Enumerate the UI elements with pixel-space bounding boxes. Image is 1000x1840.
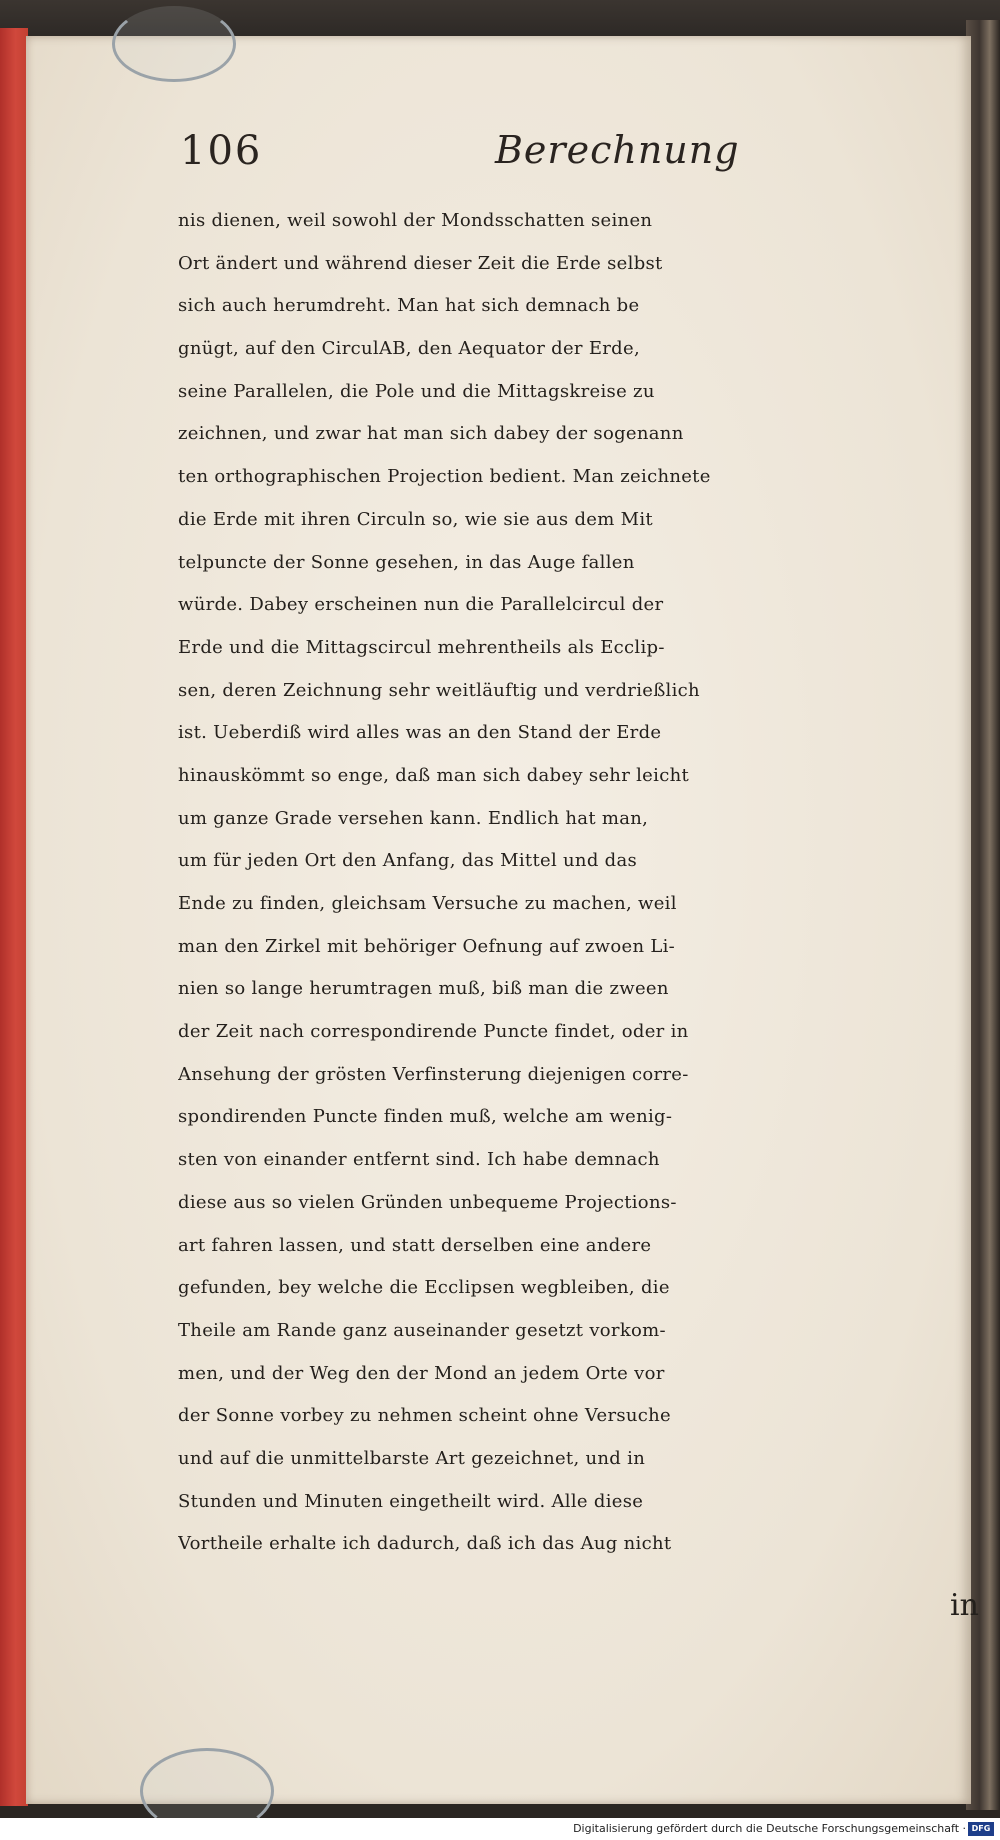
- text-line: seine Parallelen, die Pole und die Mittagskreise zu: [178, 380, 655, 402]
- text-line: Stunden und Minuten eingetheilt wird. Alle diese: [178, 1490, 644, 1512]
- text-line: diese aus so vielen Gründen unbequeme Projections-: [178, 1191, 677, 1213]
- digitization-credit: Digitalisierung gefördert durch die Deutsche Forschungsgemeinschaft ·: [573, 1822, 966, 1835]
- text-line: spondirenden Puncte finden muß, welche am wenig-: [178, 1106, 673, 1128]
- text-line: men, und der Weg den der Mond an jedem Orte vor: [178, 1362, 665, 1384]
- text-line: und auf die unmittelbarste Art gezeichnet, und in: [178, 1447, 646, 1469]
- text-line: sich auch herumdreht. Man hat sich demnach be: [178, 295, 640, 317]
- text-line: ist. Ueberdiß wird alles was an den Stand der Erde: [178, 722, 662, 744]
- text-line: man den Zirkel mit behöriger Oefnung auf zwoen Li-: [178, 935, 676, 957]
- text-line: telpuncte der Sonne gesehen, in das Auge fallen: [178, 551, 635, 573]
- text-line: der Zeit nach correspondirende Puncte findet, oder in: [178, 1021, 689, 1043]
- text-line: Ansehung der grösten Verfinsterung diejenigen corre-: [178, 1063, 689, 1085]
- catchword: in: [950, 1588, 979, 1623]
- text-line: gnügt, auf den CirculAB, den Aequator der Erde,: [178, 338, 640, 360]
- page-clip-top: [112, 6, 236, 82]
- page-header: [180, 128, 980, 178]
- red-page-edge: [0, 28, 28, 1806]
- text-line: gefunden, bey welche die Ecclipsen wegbleiben, die: [178, 1277, 670, 1299]
- text-line: Erde und die Mittagscircul mehrentheils als Ecclip-: [178, 636, 665, 658]
- text-line: der Sonne vorbey zu nehmen scheint ohne Versuche: [178, 1405, 671, 1427]
- text-line: ten orthographischen Projection bedient. Man zeichnete: [178, 466, 711, 488]
- text-line: um ganze Grade versehen kann. Endlich hat man,: [178, 807, 649, 829]
- text-line: Theile am Rande ganz auseinander gesetzt vorkom-: [178, 1319, 666, 1341]
- text-line: Ort ändert und während dieser Zeit die Erde selbst: [178, 252, 663, 274]
- text-line: hinauskömmt so enge, daß man sich dabey sehr leicht: [178, 764, 690, 786]
- text-line: um für jeden Ort den Anfang, das Mittel und das: [178, 850, 638, 872]
- text-line: Ende zu finden, gleichsam Versuche zu machen, weil: [178, 893, 677, 914]
- running-head: Berechnung: [495, 128, 740, 172]
- text-line: nien so lange herumtragen muß, biß man die zween: [178, 978, 669, 1000]
- text-line: art fahren lassen, und statt derselben eine andere: [178, 1234, 652, 1256]
- text-line: die Erde mit ihren Circuln so, wie sie aus dem Mit: [178, 508, 653, 530]
- page-number: 106: [180, 128, 263, 174]
- body-text: [178, 200, 980, 1566]
- text-line: nis dienen, weil sowohl der Mondsschatten seinen: [178, 210, 653, 231]
- text-line: Vortheile erhalte ich dadurch, daß ich das Aug nicht: [178, 1533, 672, 1555]
- text-line: sten von einander entfernt sind. Ich habe demnach: [178, 1149, 660, 1171]
- text-line: zeichnen, und zwar hat man sich dabey der sogenann: [178, 423, 684, 445]
- text-line: würde. Dabey erscheinen nun die Parallelcircul der: [178, 594, 664, 616]
- dfg-logo: DFG: [968, 1822, 994, 1836]
- text-line: sen, deren Zeichnung sehr weitläuftig und verdrießlich: [178, 679, 700, 701]
